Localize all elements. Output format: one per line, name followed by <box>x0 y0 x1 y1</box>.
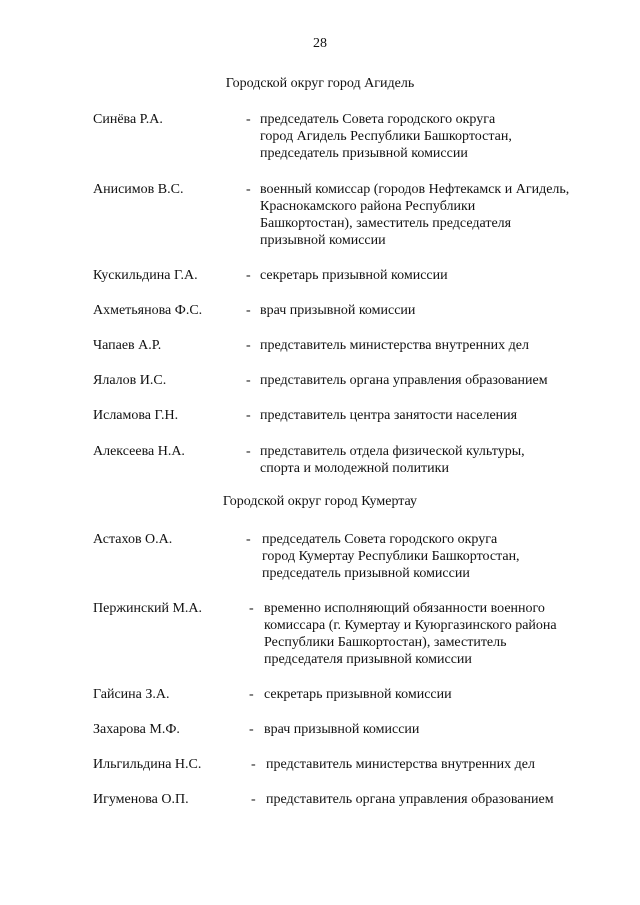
member-name: Синёва Р.А. <box>93 112 163 127</box>
dash-separator: - <box>246 303 251 318</box>
dash-separator: - <box>249 722 254 737</box>
dash-separator: - <box>251 757 256 772</box>
member-role: секретарь призывной комиссии <box>264 687 452 702</box>
dash-separator: - <box>246 408 251 423</box>
dash-separator: - <box>246 338 251 353</box>
dash-separator: - <box>246 268 251 283</box>
member-role: секретарь призывной комиссии <box>260 268 448 283</box>
dash-separator: - <box>251 792 256 807</box>
dash-separator: - <box>249 687 254 702</box>
member-role: врач призывной комиссии <box>260 303 416 318</box>
member-name: Ильгильдина Н.С. <box>93 757 202 772</box>
member-role: временно исполняющий обязанности военного комиссара (г. Кумертау и Куюргазинского района Республики Башкортостан), заместитель председателя призывной комиссии <box>264 601 557 667</box>
member-role: представитель отдела физической культуры, спорта и молодежной политики <box>260 444 525 476</box>
member-name: Алексеева Н.А. <box>93 444 185 459</box>
member-name: Астахов О.А. <box>93 532 173 547</box>
member-name: Захарова М.Ф. <box>93 722 180 737</box>
dash-separator: - <box>246 182 251 197</box>
dash-separator: - <box>246 444 251 459</box>
member-name: Игуменова О.П. <box>93 792 189 807</box>
member-role: представитель министерства внутренних дел <box>266 757 535 772</box>
member-role: врач призывной комиссии <box>264 722 420 737</box>
member-role: представитель органа управления образованием <box>266 792 554 807</box>
member-name: Исламова Г.Н. <box>93 408 179 423</box>
section-title-agidel: Городской округ город Агидель <box>225 76 415 91</box>
section-title-kumertau: Городской округ город Кумертау <box>222 494 418 509</box>
dash-separator: - <box>246 532 251 547</box>
member-name: Ялалов И.С. <box>93 373 167 388</box>
member-name: Ахметьянова Ф.С. <box>93 303 203 318</box>
member-name: Чапаев А.Р. <box>93 338 162 353</box>
member-role: председатель Совета городского округа город Агидель Республики Башкортостан, председатель призывной комиссии <box>260 112 512 161</box>
member-name: Пержинский М.А. <box>93 601 203 616</box>
member-name: Кускильдина Г.А. <box>93 268 198 283</box>
dash-separator: - <box>249 601 254 616</box>
member-role: представитель министерства внутренних дел <box>260 338 529 353</box>
member-role: представитель центра занятости населения <box>260 408 518 423</box>
member-name: Гайсина З.А. <box>93 687 170 702</box>
member-role: председатель Совета городского округа город Кумертау Республики Башкортостан, председатель призывной комиссии <box>262 532 520 581</box>
member-role: военный комиссар (городов Нефтекамск и Агидель, Краснокамского района Республики Башкортостан), заместитель председателя призывной комиссии <box>260 182 570 248</box>
page-number: 28 <box>313 36 327 51</box>
member-name: Анисимов В.С. <box>93 182 184 197</box>
member-role: представитель органа управления образованием <box>260 373 548 388</box>
dash-separator: - <box>246 373 251 388</box>
dash-separator: - <box>246 112 251 127</box>
